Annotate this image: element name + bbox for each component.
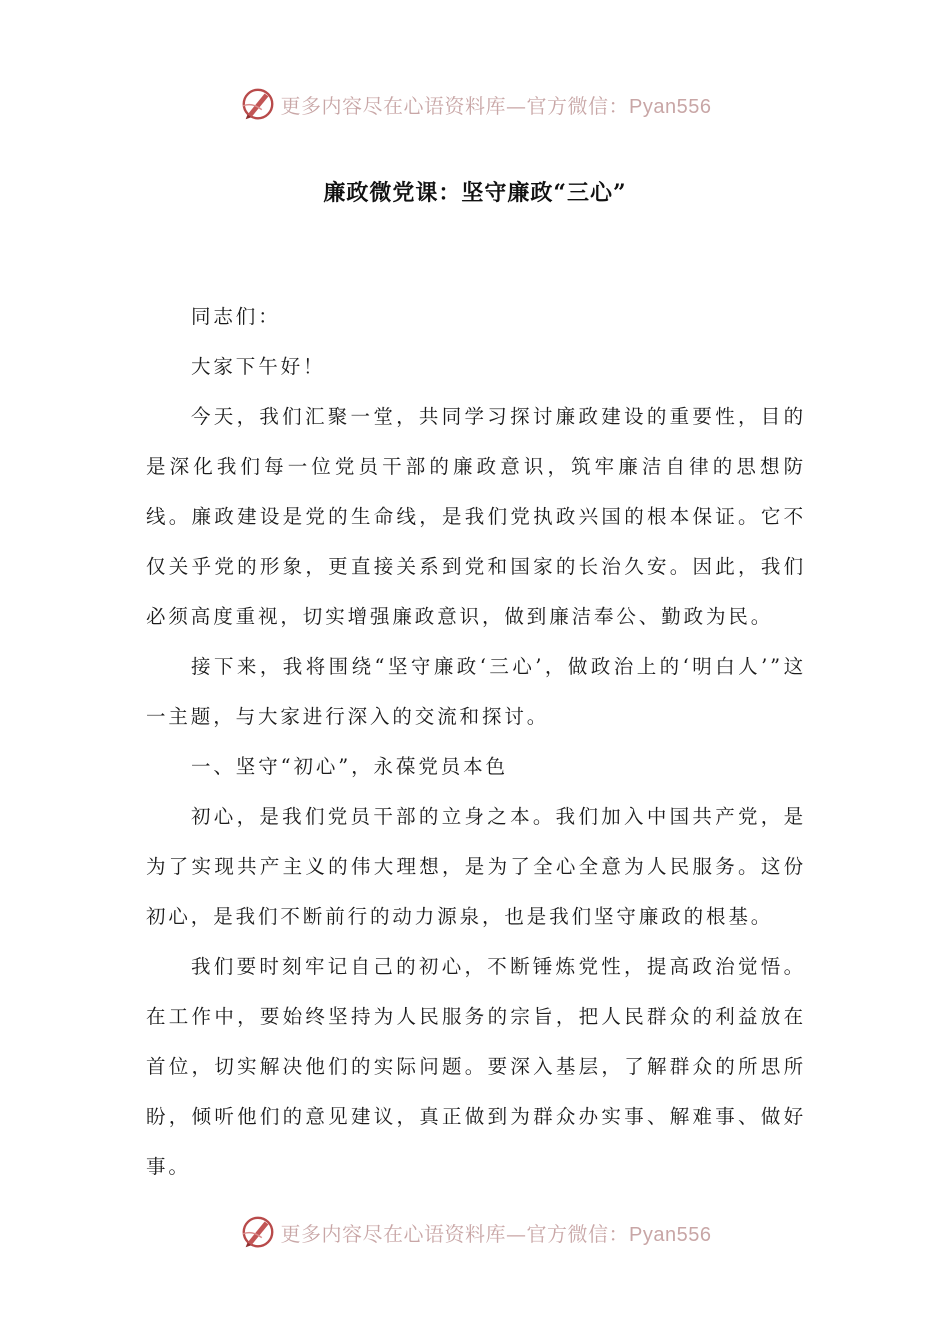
footer-wechat-id: Pyan556 [629,1223,712,1246]
paragraph-greeting: 大家下午好！ [191,355,326,378]
header-wechat-id: Pyan556 [629,95,712,118]
footer-banner-label: 更多内容尽在心语资料库—官方微信：Pyan556 [280,1221,712,1246]
paragraph-theme: 接下来，我将围绕“坚守廉政‘三心’，做政治上的‘明白人’”这一主题，与大家进行深入的交流和探讨。 [146,655,806,728]
paragraph-section1-b: 我们要时刻牢记自己的初心，不断锤炼党性，提高政治觉悟。在工作中，要始终坚持为人民服务的宗旨，把人民群众的利益放在首位，切实解决他们的实际问题。要深入基层，了解群众的所思所盼，倾听他们的意见建议，真正做到为群众办实事、解难事、做好事。 [146,955,806,1178]
footer-banner-content [239,1213,712,1251]
paragraph-section1-a: 初心，是我们党员干部的立身之本。我们加入中国共产党，是为了实现共产主义的伟大理想，是为了全心全意为人民服务。这份初心，是我们不断前行的动力源泉，也是我们坚守廉政的根基。 [146,805,806,928]
header-banner-content [239,85,712,123]
pen-logo-icon [239,1213,277,1251]
header-banner [0,84,950,124]
paragraph-salutation: 同志们： [191,305,281,328]
document-body [146,292,806,1192]
document-title: 廉政微党课：坚守廉政“三心” [323,180,627,206]
section-heading-1: 一、坚守“初心”，永葆党员本色 [191,755,508,778]
footer-banner [0,1212,950,1252]
header-banner-label: 更多内容尽在心语资料库—官方微信：Pyan556 [280,93,712,118]
pen-logo-icon [239,85,277,123]
paragraph-intro: 今天，我们汇聚一堂，共同学习探讨廉政建设的重要性，目的是深化我们每一位党员干部的廉政意识，筑牢廉洁自律的思想防线。廉政建设是党的生命线，是我们党执政兴国的根本保证。它不仅关乎党的形象，更直接关系到党和国家的长治久安。因此，我们必须高度重视，切实增强廉政意识，做到廉洁奉公、勤政为民。 [146,405,806,628]
